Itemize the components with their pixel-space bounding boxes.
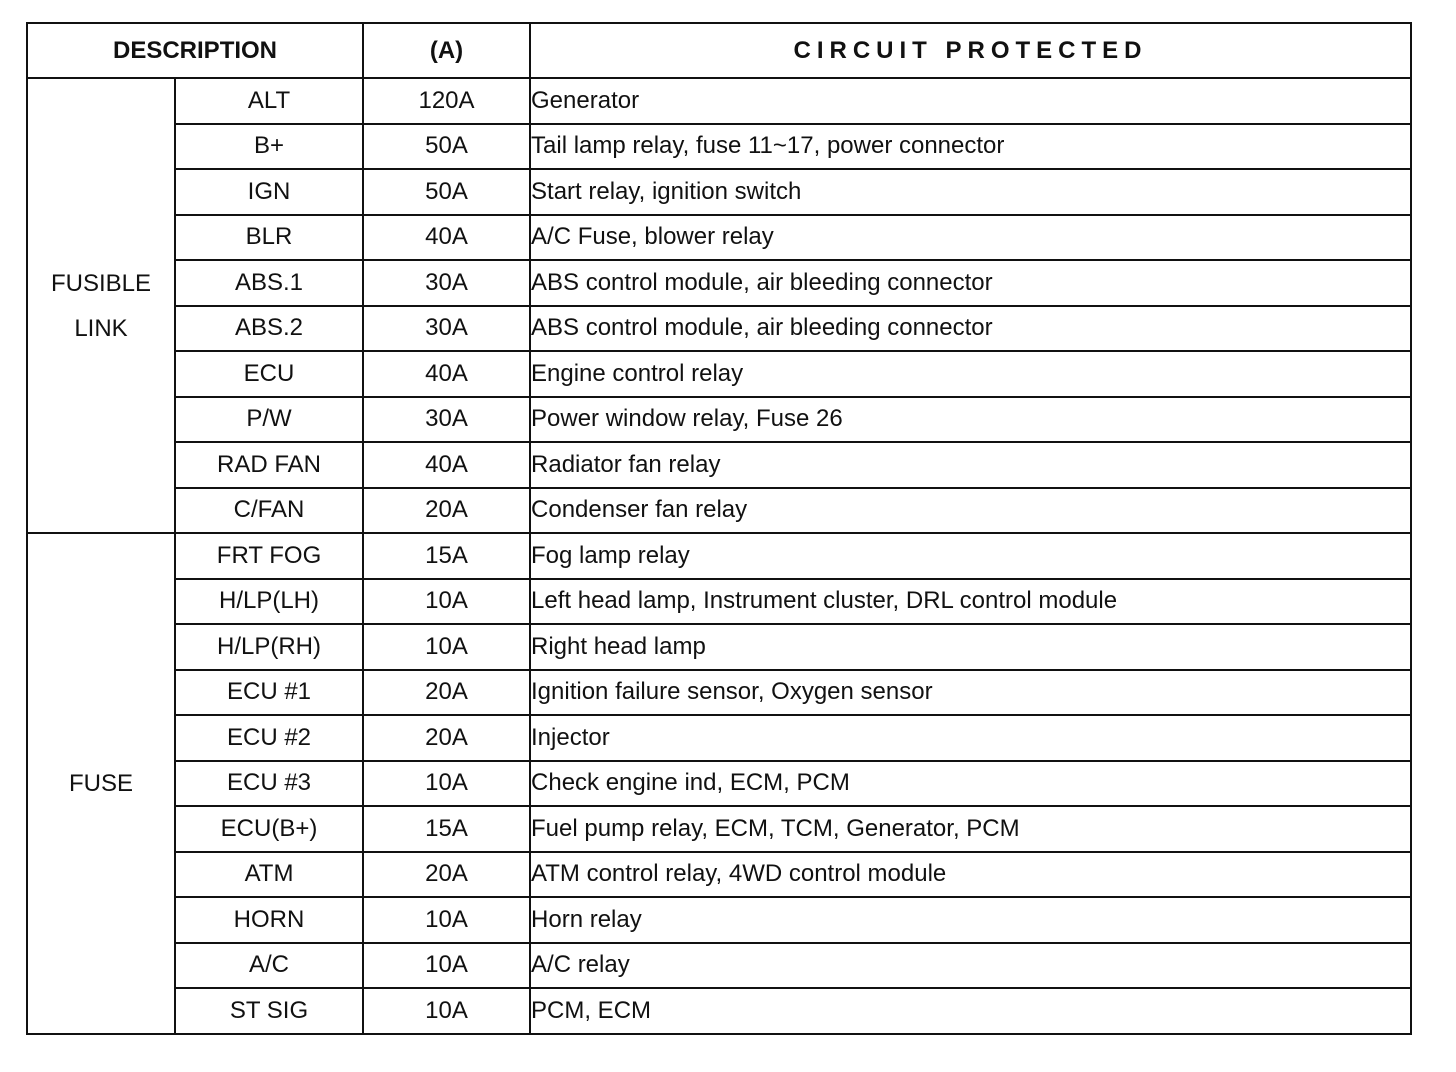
fuse-code-cell: ECU #1 (175, 670, 363, 716)
circuit-protected-cell: Engine control relay (530, 351, 1411, 397)
table-row (27, 852, 1411, 898)
fuse-code-cell: ECU(B+) (175, 806, 363, 852)
circuit-protected-cell: Fuel pump relay, ECM, TCM, Generator, PCM (530, 806, 1411, 852)
circuit-protected-cell: Ignition failure sensor, Oxygen sensor (530, 670, 1411, 716)
fuse-table (26, 22, 1412, 1035)
amperage-cell: 50A (363, 169, 530, 215)
circuit-protected-cell: Condenser fan relay (530, 488, 1411, 534)
amperage-cell: 10A (363, 943, 530, 989)
fuse-code-cell: IGN (175, 169, 363, 215)
table-body (27, 78, 1411, 1034)
circuit-protected-cell: Check engine ind, ECM, PCM (530, 761, 1411, 807)
table-row (27, 351, 1411, 397)
amperage-cell: 10A (363, 624, 530, 670)
circuit-protected-cell: ATM control relay, 4WD control module (530, 852, 1411, 898)
amperage-cell: 20A (363, 715, 530, 761)
circuit-protected-cell: Fog lamp relay (530, 533, 1411, 579)
header-row (27, 23, 1411, 78)
circuit-protected-cell: Generator (530, 78, 1411, 124)
circuit-protected-cell: Tail lamp relay, fuse 11~17, power connector (530, 124, 1411, 170)
amperage-cell: 50A (363, 124, 530, 170)
group-label-line: LINK (74, 314, 128, 342)
table-row (27, 988, 1411, 1034)
table-row (27, 260, 1411, 306)
amperage-cell: 40A (363, 351, 530, 397)
fuse-code-cell: ECU (175, 351, 363, 397)
table-row (27, 215, 1411, 261)
table-row (27, 169, 1411, 215)
circuit-protected-cell: Horn relay (530, 897, 1411, 943)
circuit-protected-cell: Power window relay, Fuse 26 (530, 397, 1411, 443)
circuit-protected-cell: Injector (530, 715, 1411, 761)
circuit-protected-cell: Start relay, ignition switch (530, 169, 1411, 215)
table-row (27, 806, 1411, 852)
circuit-protected-cell: Radiator fan relay (530, 442, 1411, 488)
fuse-code-cell: FRT FOG (175, 533, 363, 579)
circuit-protected-cell: ABS control module, air bleeding connector (530, 306, 1411, 352)
fuse-code-cell: HORN (175, 897, 363, 943)
table-row (27, 306, 1411, 352)
table-row (27, 579, 1411, 625)
amperage-cell: 30A (363, 260, 530, 306)
table-row (27, 397, 1411, 443)
header-description: DESCRIPTION (27, 23, 363, 78)
fuse-code-cell: H/LP(RH) (175, 624, 363, 670)
amperage-cell: 30A (363, 397, 530, 443)
fuse-code-cell: ECU #3 (175, 761, 363, 807)
amperage-cell: 10A (363, 579, 530, 625)
table-row (27, 78, 1411, 124)
fuse-code-cell: ST SIG (175, 988, 363, 1034)
table-row (27, 124, 1411, 170)
circuit-protected-cell: Right head lamp (530, 624, 1411, 670)
table-row (27, 761, 1411, 807)
fuse-code-cell: ATM (175, 852, 363, 898)
amperage-cell: 20A (363, 852, 530, 898)
table-row (27, 533, 1411, 579)
fuse-code-cell: BLR (175, 215, 363, 261)
table-row (27, 943, 1411, 989)
amperage-cell: 40A (363, 442, 530, 488)
fuse-code-cell: ABS.1 (175, 260, 363, 306)
fuse-code-cell: RAD FAN (175, 442, 363, 488)
group-label-line: FUSIBLE (50, 269, 152, 297)
table-row (27, 670, 1411, 716)
group-label (27, 533, 175, 1034)
fuse-code-cell: ABS.2 (175, 306, 363, 352)
header-circuit-protected: CIRCUIT PROTECTED (530, 23, 1411, 78)
header-amperage: (A) (363, 23, 530, 78)
amperage-cell: 30A (363, 306, 530, 352)
circuit-protected-cell: PCM, ECM (530, 988, 1411, 1034)
circuit-protected-cell: A/C relay (530, 943, 1411, 989)
amperage-cell: 15A (363, 533, 530, 579)
amperage-cell: 10A (363, 897, 530, 943)
table-row (27, 624, 1411, 670)
fuse-code-cell: A/C (175, 943, 363, 989)
circuit-protected-cell: ABS control module, air bleeding connector (530, 260, 1411, 306)
fuse-code-cell: ECU #2 (175, 715, 363, 761)
circuit-protected-cell: A/C Fuse, blower relay (530, 215, 1411, 261)
amperage-cell: 20A (363, 488, 530, 534)
amperage-cell: 20A (363, 670, 530, 716)
group-label (27, 78, 175, 533)
circuit-protected-cell: Left head lamp, Instrument cluster, DRL control module (530, 579, 1411, 625)
table-header (27, 23, 1411, 78)
fuse-code-cell: P/W (175, 397, 363, 443)
amperage-cell: 10A (363, 761, 530, 807)
amperage-cell: 15A (363, 806, 530, 852)
fuse-code-cell: C/FAN (175, 488, 363, 534)
table-row (27, 488, 1411, 534)
table-row (27, 897, 1411, 943)
fuse-code-cell: H/LP(LH) (175, 579, 363, 625)
table-row (27, 442, 1411, 488)
fuse-code-cell: ALT (175, 78, 363, 124)
amperage-cell: 120A (363, 78, 530, 124)
fuse-code-cell: B+ (175, 124, 363, 170)
group-label-line: FUSE (68, 769, 133, 797)
amperage-cell: 10A (363, 988, 530, 1034)
amperage-cell: 40A (363, 215, 530, 261)
table-row (27, 715, 1411, 761)
